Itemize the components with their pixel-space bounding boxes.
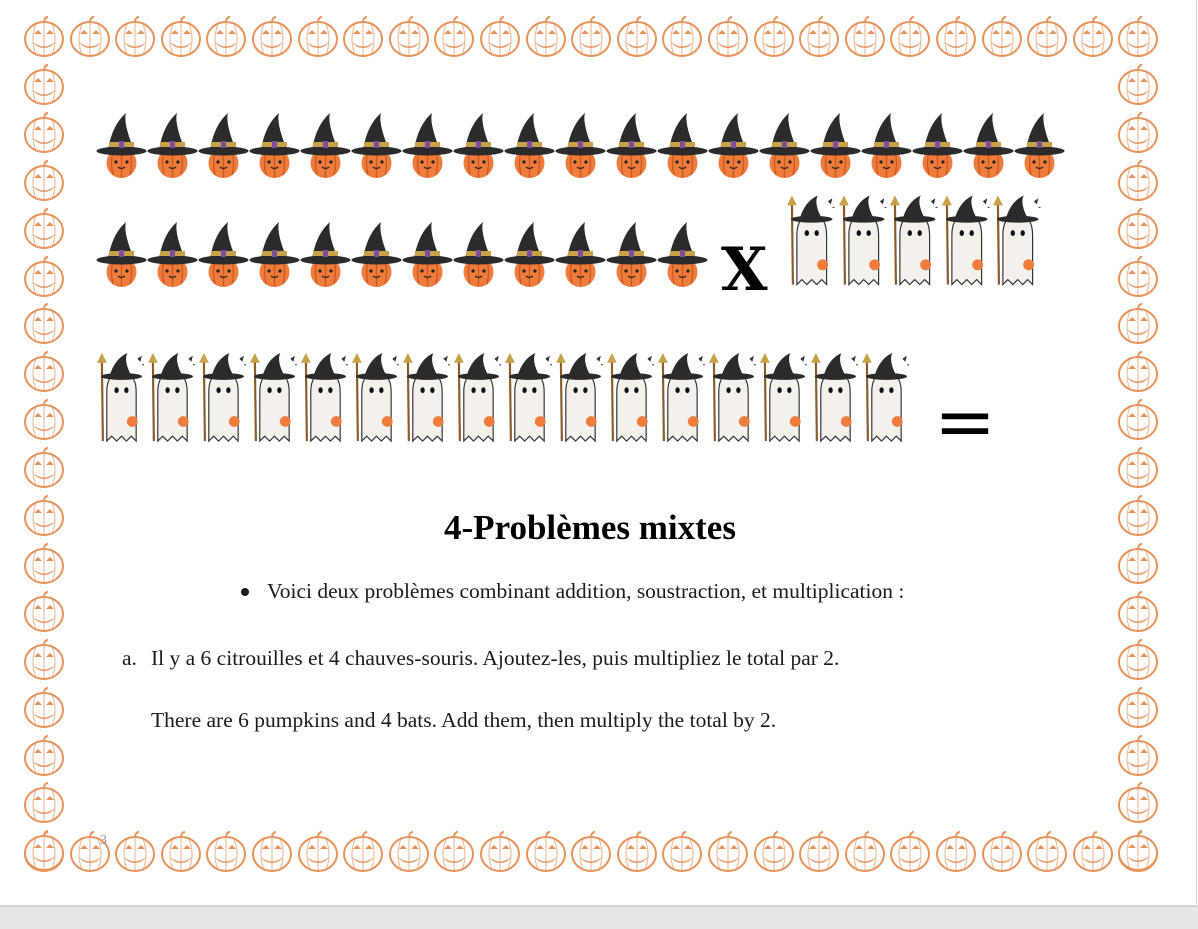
jack-o-lantern-icon	[1116, 590, 1160, 634]
jack-o-lantern-icon	[159, 15, 203, 59]
ghost-witch-icon	[248, 351, 299, 445]
jack-o-lantern-icon	[113, 830, 157, 874]
ghost-witch-icon	[809, 351, 860, 445]
ghost-witch-icon	[95, 351, 146, 445]
ghost-witch-icon	[401, 351, 452, 445]
jack-o-lantern-icon	[1116, 734, 1160, 778]
jack-o-lantern-icon	[615, 15, 659, 59]
jack-o-lantern-icon	[752, 15, 796, 59]
ghost-witch-icon	[785, 193, 837, 289]
ghost-witch-icon	[991, 193, 1043, 289]
ghost-witch-icon	[146, 351, 197, 445]
viewer-bottom-bar	[0, 906, 1198, 929]
witch-pumpkin-icon	[249, 111, 300, 181]
witch-pumpkin-icon	[300, 220, 351, 290]
witch-pumpkin-icon	[351, 220, 402, 290]
jack-o-lantern-icon	[1116, 63, 1160, 107]
ghost-witch-icon	[888, 193, 940, 289]
witch-pumpkin-icon	[453, 111, 504, 181]
ghost-witch-icon	[940, 193, 992, 289]
witch-pumpkin-row-1	[96, 111, 1065, 181]
list-item-marker: a.	[122, 646, 137, 670]
jack-o-lantern-icon	[22, 829, 66, 873]
witch-pumpkin-icon	[810, 111, 861, 181]
jack-o-lantern-icon	[797, 15, 841, 59]
jack-o-lantern-icon	[752, 830, 796, 874]
jack-o-lantern-icon	[660, 830, 704, 874]
jack-o-lantern-icon	[22, 686, 66, 730]
jack-o-lantern-icon	[980, 15, 1024, 59]
jack-o-lantern-icon	[22, 63, 66, 107]
ghost-witch-icon	[197, 351, 248, 445]
witch-pumpkin-icon	[861, 111, 912, 181]
witch-pumpkin-icon	[198, 220, 249, 290]
jack-o-lantern-icon	[296, 830, 340, 874]
jack-o-lantern-icon	[387, 830, 431, 874]
problem-text-french: Il y a 6 citrouilles et 4 chauves-souris. Ajoutez-les, puis multipliez le total par 2.	[151, 646, 840, 670]
jack-o-lantern-icon	[250, 830, 294, 874]
section-heading: 4-Problèmes mixtes	[444, 508, 736, 547]
witch-pumpkin-icon	[147, 220, 198, 290]
ghost-witch-icon	[758, 351, 809, 445]
jack-o-lantern-icon	[22, 734, 66, 778]
jack-o-lantern-icon	[1025, 830, 1069, 874]
jack-o-lantern-icon	[22, 159, 66, 203]
ghost-witch-icon	[860, 351, 911, 445]
witch-pumpkin-icon	[606, 111, 657, 181]
jack-o-lantern-icon	[22, 302, 66, 346]
jack-o-lantern-icon	[1071, 15, 1115, 59]
ghost-witch-icon	[605, 351, 656, 445]
jack-o-lantern-icon	[1116, 781, 1160, 825]
jack-o-lantern-icon	[22, 15, 66, 59]
jack-o-lantern-icon	[569, 830, 613, 874]
witch-pumpkin-icon	[912, 111, 963, 181]
jack-o-lantern-icon	[1116, 111, 1160, 155]
jack-o-lantern-icon	[934, 830, 978, 874]
jack-o-lantern-icon	[706, 830, 750, 874]
ghost-witch-icon	[452, 351, 503, 445]
witch-pumpkin-icon	[96, 220, 147, 290]
problem-text-english: There are 6 pumpkins and 4 bats. Add them, then multiply the total by 2.	[151, 708, 777, 732]
jack-o-lantern-icon	[113, 15, 157, 59]
bullet-icon	[241, 588, 249, 596]
jack-o-lantern-icon	[22, 542, 66, 586]
jack-o-lantern-icon	[22, 255, 66, 299]
jack-o-lantern-icon	[341, 15, 385, 59]
jack-o-lantern-icon	[296, 15, 340, 59]
witch-pumpkin-icon	[198, 111, 249, 181]
witch-pumpkin-icon	[96, 111, 147, 181]
witch-pumpkin-icon	[555, 220, 606, 290]
ghost-row	[95, 351, 911, 445]
ghost-witch-icon	[299, 351, 350, 445]
jack-o-lantern-icon	[1116, 542, 1160, 586]
jack-o-lantern-icon	[22, 398, 66, 442]
witch-pumpkin-icon	[759, 111, 810, 181]
jack-o-lantern-icon	[478, 15, 522, 59]
witch-pumpkin-icon	[300, 111, 351, 181]
witch-pumpkin-icon	[351, 111, 402, 181]
jack-o-lantern-icon	[387, 15, 431, 59]
bullet-text: Voici deux problèmes combinant addition, soustraction, et multiplication :	[267, 579, 905, 603]
jack-o-lantern-icon	[797, 830, 841, 874]
witch-pumpkin-icon	[963, 111, 1014, 181]
witch-pumpkin-icon	[402, 220, 453, 290]
jack-o-lantern-icon	[1116, 350, 1160, 394]
jack-o-lantern-icon	[524, 830, 568, 874]
jack-o-lantern-icon	[615, 830, 659, 874]
jack-o-lantern-icon	[1116, 446, 1160, 490]
ghost-witch-icon	[503, 351, 554, 445]
jack-o-lantern-icon	[888, 15, 932, 59]
jack-o-lantern-icon	[706, 15, 750, 59]
ghost-witch-icon	[707, 351, 758, 445]
multiply-symbol: X	[721, 235, 768, 305]
witch-pumpkin-icon	[708, 111, 759, 181]
ghost-witch-icon	[350, 351, 401, 445]
witch-pumpkin-icon	[402, 111, 453, 181]
witch-pumpkin-icon	[453, 220, 504, 290]
witch-pumpkin-icon	[249, 220, 300, 290]
ghost-multiplier-row	[785, 193, 1043, 289]
jack-o-lantern-icon	[1116, 15, 1160, 59]
witch-pumpkin-icon	[555, 111, 606, 181]
jack-o-lantern-icon	[1116, 686, 1160, 730]
jack-o-lantern-icon	[204, 830, 248, 874]
witch-pumpkin-icon	[1014, 111, 1065, 181]
jack-o-lantern-icon	[1116, 159, 1160, 203]
jack-o-lantern-icon	[934, 15, 978, 59]
jack-o-lantern-icon	[250, 15, 294, 59]
ghost-witch-icon	[656, 351, 707, 445]
jack-o-lantern-icon	[569, 15, 613, 59]
jack-o-lantern-icon	[1116, 302, 1160, 346]
jack-o-lantern-icon	[980, 830, 1024, 874]
jack-o-lantern-icon	[478, 830, 522, 874]
jack-o-lantern-icon	[432, 15, 476, 59]
jack-o-lantern-icon	[204, 15, 248, 59]
jack-o-lantern-icon	[1116, 207, 1160, 251]
jack-o-lantern-icon	[22, 350, 66, 394]
jack-o-lantern-icon	[68, 15, 112, 59]
jack-o-lantern-icon	[22, 446, 66, 490]
jack-o-lantern-icon	[1116, 638, 1160, 682]
jack-o-lantern-icon	[22, 781, 66, 825]
jack-o-lantern-icon	[341, 830, 385, 874]
witch-pumpkin-icon	[147, 111, 198, 181]
page-number: 3	[100, 833, 107, 848]
witch-pumpkin-icon	[606, 220, 657, 290]
witch-pumpkin-icon	[657, 111, 708, 181]
witch-pumpkin-icon	[504, 111, 555, 181]
equals-symbol: =	[934, 379, 997, 465]
jack-o-lantern-icon	[888, 830, 932, 874]
jack-o-lantern-icon	[22, 638, 66, 682]
ghost-witch-icon	[837, 193, 889, 289]
ghost-witch-icon	[554, 351, 605, 445]
jack-o-lantern-icon	[22, 111, 66, 155]
jack-o-lantern-icon	[1071, 830, 1115, 874]
jack-o-lantern-icon	[843, 830, 887, 874]
jack-o-lantern-icon	[524, 15, 568, 59]
witch-pumpkin-row-2	[96, 220, 708, 290]
jack-o-lantern-icon	[22, 207, 66, 251]
jack-o-lantern-icon	[1116, 255, 1160, 299]
jack-o-lantern-icon	[432, 830, 476, 874]
jack-o-lantern-icon	[1116, 829, 1160, 873]
jack-o-lantern-icon	[159, 830, 203, 874]
jack-o-lantern-icon	[1116, 398, 1160, 442]
jack-o-lantern-icon	[1025, 15, 1069, 59]
witch-pumpkin-icon	[657, 220, 708, 290]
jack-o-lantern-icon	[843, 15, 887, 59]
witch-pumpkin-icon	[504, 220, 555, 290]
jack-o-lantern-icon	[660, 15, 704, 59]
jack-o-lantern-icon	[22, 590, 66, 634]
